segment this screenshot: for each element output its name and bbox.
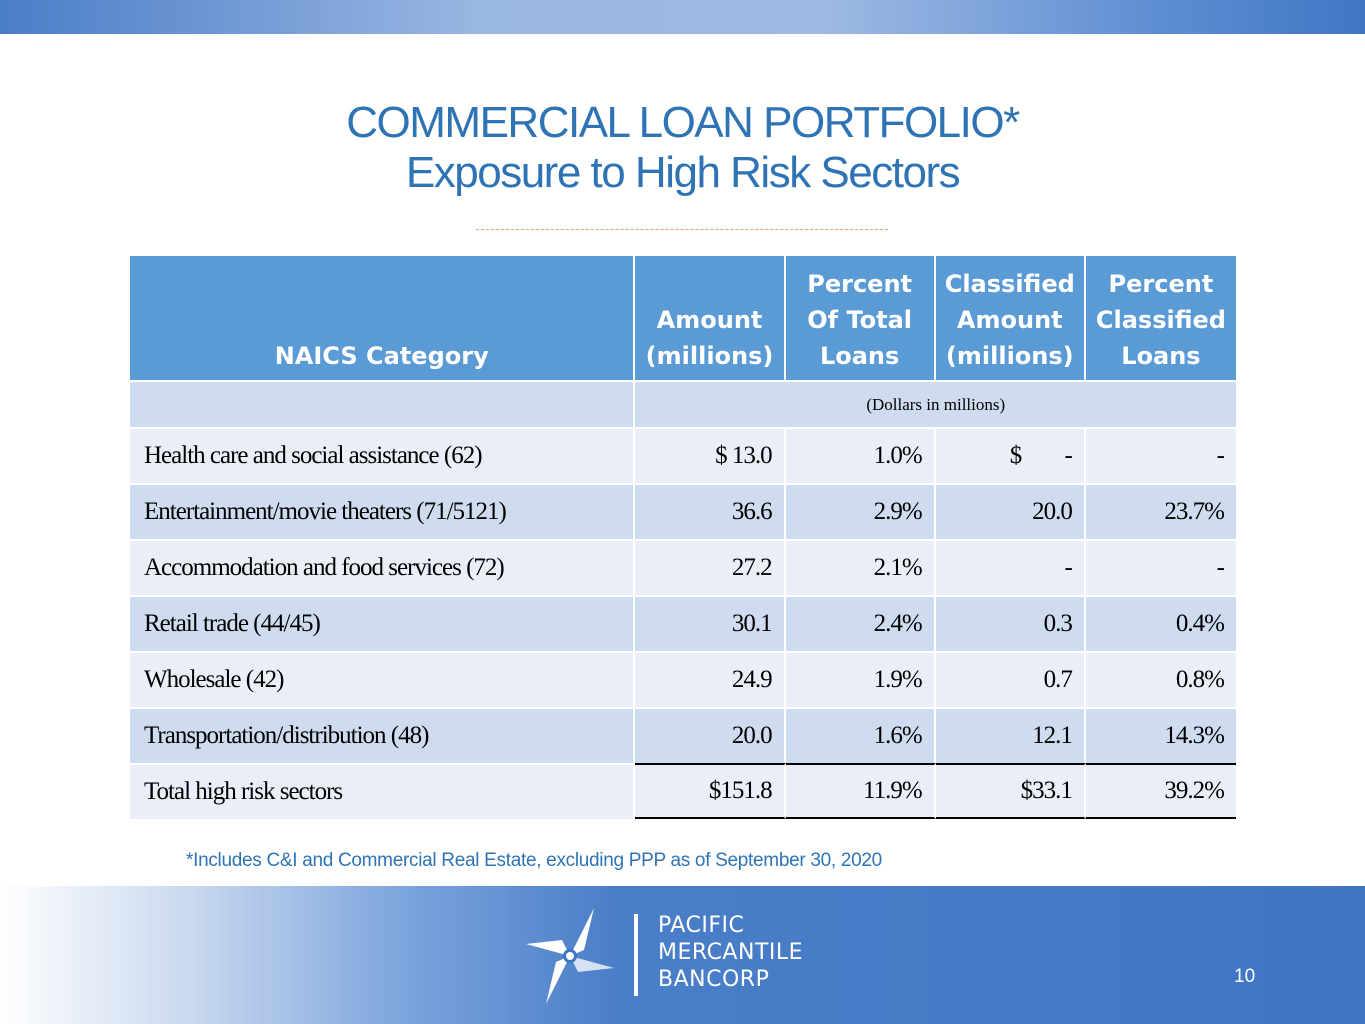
row-percent-total: 2.4% [786, 595, 936, 651]
header-label: Classified [1095, 306, 1226, 334]
total-percent-total: 11.9% [786, 763, 936, 819]
row-classified-amount: 12.1 [936, 707, 1086, 763]
header-percent-of-total [786, 256, 936, 380]
classified-currency: $ [1009, 442, 1022, 469]
row-category: Transportation/distribution (48) [130, 707, 635, 763]
table-row [130, 427, 1236, 483]
slide-subtitle: Exposure to High Risk Sectors [405, 148, 960, 197]
table-row [130, 483, 1236, 539]
row-percent-classified: 23.7% [1086, 483, 1236, 539]
row-percent-total: 1.0% [786, 427, 936, 483]
units-note-spacer [130, 380, 635, 427]
row-percent-classified: 0.4% [1086, 595, 1236, 651]
row-percent-total: 2.9% [786, 483, 936, 539]
header-naics-category [130, 256, 635, 380]
classified-value: - [1064, 442, 1072, 469]
header-label: Of Total [807, 306, 913, 334]
row-percent-classified: - [1086, 427, 1236, 483]
row-percent-total: 1.6% [786, 707, 936, 763]
header-label: Percent [1108, 270, 1214, 298]
title-divider [476, 229, 888, 230]
logo-divider [634, 914, 638, 996]
total-amount: $151.8 [635, 763, 785, 819]
footnote: *Includes C&I and Commercial Real Estate, excluding PPP as of September 30, 2020 [186, 850, 882, 871]
table-row [130, 651, 1236, 707]
row-percent-total: 2.1% [786, 539, 936, 595]
high-risk-sectors-table [130, 256, 1236, 819]
row-classified-amount: 20.0 [936, 483, 1086, 539]
row-percent-classified: 14.3% [1086, 707, 1236, 763]
header-amount [635, 256, 785, 380]
row-amount: 30.1 [635, 595, 785, 651]
row-category: Wholesale (42) [130, 651, 635, 707]
header-label: NAICS Category [274, 342, 489, 370]
row-amount: 27.2 [635, 539, 785, 595]
table-header-row [130, 256, 1236, 380]
header-label: Loans [1121, 342, 1201, 370]
wordmark-line: PACIFIC [658, 913, 745, 938]
header-label: Percent [807, 270, 913, 298]
company-wordmark [658, 912, 803, 993]
wordmark-line: BANCORP [658, 967, 770, 992]
total-row [130, 763, 1236, 819]
header-label: Classified [944, 270, 1075, 298]
header-percent-classified [1086, 256, 1236, 380]
slide-title-line1: COMMERCIAL LOAN PORTFOLIO* [346, 98, 1019, 147]
row-amount: $ 13.0 [635, 427, 785, 483]
total-classified-amount: $33.1 [936, 763, 1086, 819]
top-decorative-band [0, 0, 1365, 34]
row-category: Retail trade (44/45) [130, 595, 635, 651]
row-amount: 36.6 [635, 483, 785, 539]
units-note-row [130, 380, 1236, 427]
total-percent-classified: 39.2% [1086, 763, 1236, 819]
header-label: Amount [956, 306, 1063, 334]
page-number: 10 [1234, 966, 1256, 987]
row-amount: 24.9 [635, 651, 785, 707]
row-category: Accommodation and food services (72) [130, 539, 635, 595]
row-percent-classified: 0.8% [1086, 651, 1236, 707]
row-amount: 20.0 [635, 707, 785, 763]
pinwheel-logo-icon [524, 906, 616, 1006]
row-category: Health care and social assistance (62) [130, 427, 635, 483]
wordmark-line: MERCANTILE [658, 940, 804, 965]
slide-title [0, 98, 1365, 198]
row-classified-amount: - [936, 539, 1086, 595]
row-classified-amount: 0.3 [936, 595, 1086, 651]
row-classified-amount [936, 427, 1086, 483]
row-classified-amount: 0.7 [936, 651, 1086, 707]
row-category: Entertainment/movie theaters (71/5121) [130, 483, 635, 539]
header-label: (millions) [645, 342, 774, 370]
table-row [130, 707, 1236, 763]
total-category: Total high risk sectors [130, 763, 635, 819]
table-row [130, 595, 1236, 651]
row-percent-total: 1.9% [786, 651, 936, 707]
header-label: (millions) [945, 342, 1074, 370]
header-classified-amount [936, 256, 1086, 380]
header-label: Loans [819, 342, 900, 370]
table-row [130, 539, 1236, 595]
header-label: Amount [656, 306, 763, 334]
row-percent-classified: - [1086, 539, 1236, 595]
units-note: (Dollars in millions) [635, 380, 1236, 427]
